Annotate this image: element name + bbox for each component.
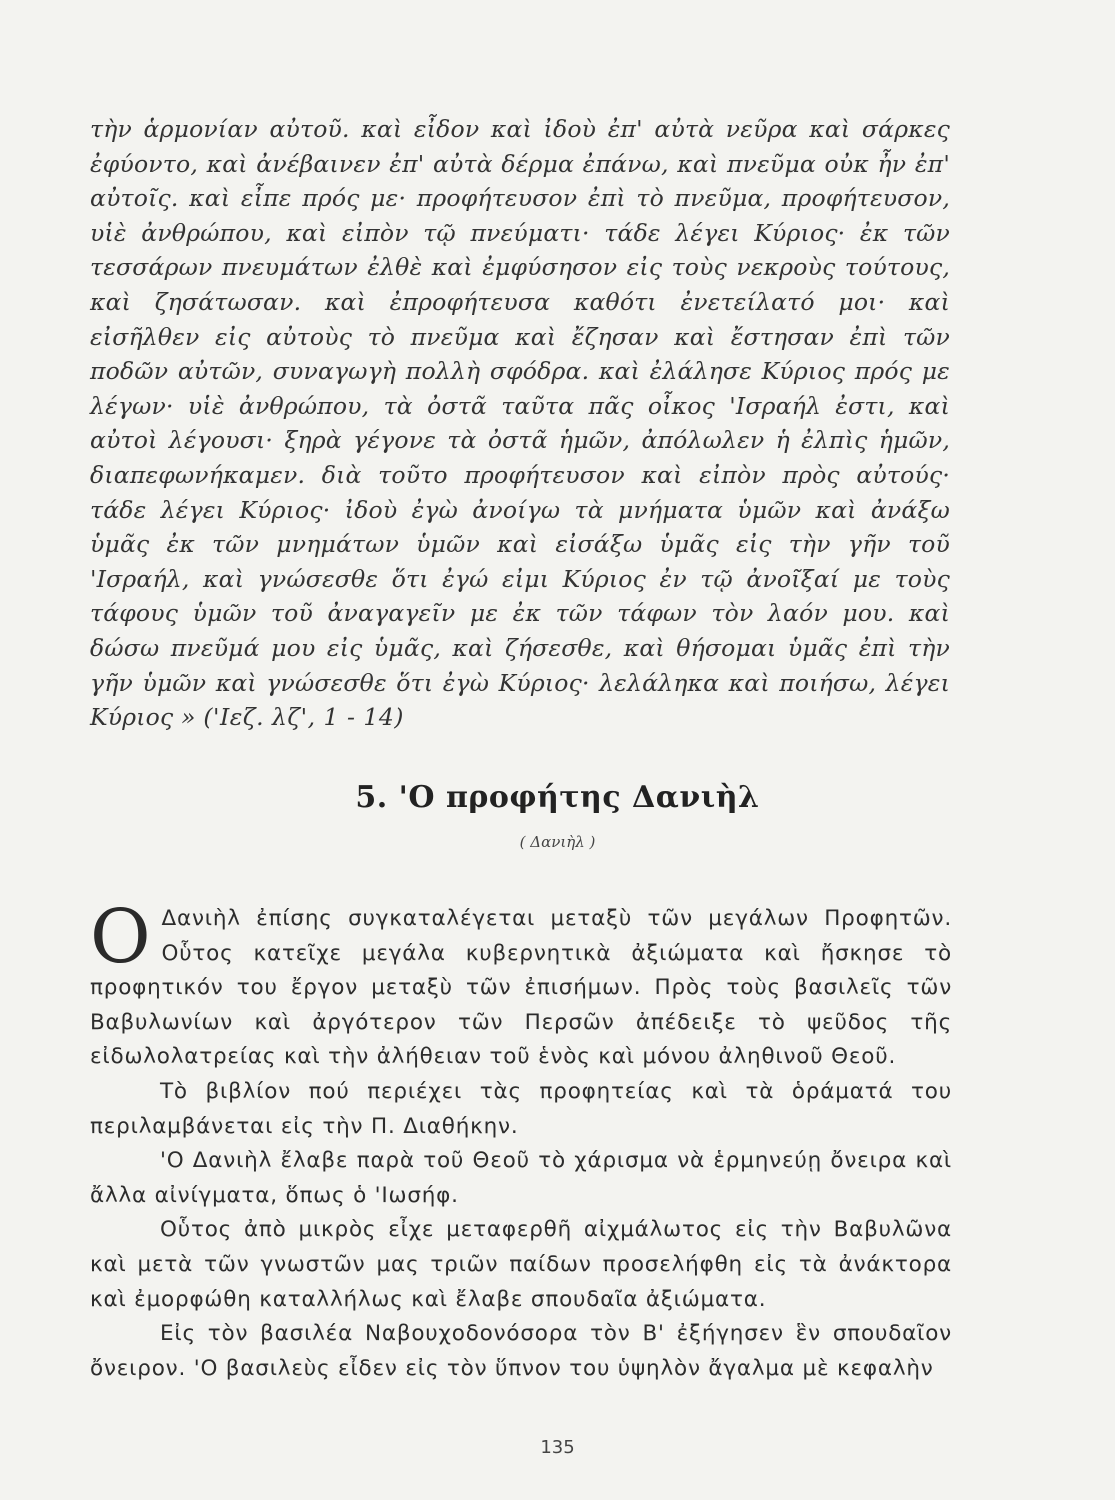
paragraph-intro xyxy=(90,894,952,1075)
quote-text: τὴν ἁρμονίαν αὐτοῦ. καὶ εἶδον καὶ ἰδοὺ ἐπ' αὐτὰ νεῦρα καὶ σάρκες ἐφύοντο, καὶ ἀνέβαινεν ἐπ' αὐτὰ δέρμα ἐπάνω, καὶ πνεῦμα οὐκ ἦν ἐπ' αὐτοῖς. καὶ εἶπε πρός με· προφήτευσον ἐπὶ τὸ πνεῦμα, προφήτευσον, υἱὲ ἀνθρώπου, καὶ εἰπὸν τῷ πνεύματι· τάδε λέγει Κύριος· ἐκ τῶν τεσσάρων πνευμάτων ἐλθὲ καὶ ἐμφύσησον εἰς τοὺς νεκροὺς τούτους, καὶ ζησάτωσαν. καὶ ἐπροφήτευσα καθότι ἐνετείλατό μοι· καὶ εἰσῆλθεν εἰς αὐτοὺς τὸ πνεῦμα καὶ ἔζησαν καὶ ἔστησαν ἐπὶ τῶν ποδῶν αὐτῶν, συναγωγὴ πολλὴ σφόδρα. καὶ ἐλάλησε Κύριος πρός με λέγων· υἱὲ ἀνθρώπου, τὰ ὀστᾶ ταῦτα πᾶς οἶκος 'Ισραήλ ἐστι, καὶ αὐτοὶ λέγουσι· ξηρὰ γέγονε τὰ ὀστᾶ ἡμῶν, ἀπόλωλεν ἡ ἐλπὶς ἡμῶν, διαπεφωνήκαμεν. διὰ τοῦτο προφήτευσον καὶ εἰπὸν πρὸς αὐτούς· τάδε λέγει Κύριος· ἰδοὺ ἐγὼ ἀνοίγω τὰ μνήματα ὑμῶν καὶ ἀνάξω ὑμᾶς ἐκ τῶν μνημάτων ὑμῶν καὶ εἰσάξω ὑμᾶς εἰς τὴν γῆν τοῦ 'Ισραήλ, καὶ γνώσεσθε ὅτι ἐγώ εἰμι Κύριος ἐν τῷ ἀνοῖξαί με τοὺς τάφους ὑμῶν τοῦ ἀναγαγεῖν με ἐκ τῶν τάφων τὸν λαόν μου. καὶ δώσω πνεῦμά μου εἰς ὑμᾶς, καὶ ζήσεσθε, καὶ θήσομαι ὑμᾶς ἐπὶ τὴν γῆν ὑμῶν καὶ γνώσεσθε ὅτι ἐγὼ Κύριος· λελάληκα καὶ ποιήσω, λέγει Κύριος » xyxy=(90,115,950,732)
scripture-quote xyxy=(90,112,950,735)
paragraph-1-text: Δανιὴλ ἐπίσης συγκαταλέγεται μεταξὺ τῶν μεγάλων Προφητῶν. Οὗτος κατεῖχε μεγάλα κυβερνητικὰ ἀξιώματα καὶ ἤσκησε τὸ προφητικόν του ἔργον μεταξὺ τῶν ἐπισήμων. Πρὸς τοὺς βασιλεῖς τῶν Βαβυλωνίων καὶ ἀργότερον τῶν Περσῶν ἀπέδειξε τὸ ψεῦδος τῆς εἰδωλολατρείας καὶ τὴν ἀλήθειαν τοῦ ἑνὸς καὶ μόνου ἀληθινοῦ Θεοῦ. xyxy=(90,906,952,1070)
paragraph-2: Τὸ βιβλίον πού περιέχει τὰς προφητείας καὶ τὰ ὁράματά του περιλαμβάνεται εἰς τὴν Π. Διαθήκην. xyxy=(90,1078,952,1139)
page-number: 135 xyxy=(540,1437,575,1458)
paragraph-5: Εἰς τὸν βασιλέα Ναβουχοδονόσορα τὸν Β' ἐξήγησεν ἓν σπουδαῖον ὄνειρον. 'Ο βασιλεὺς εἶδεν εἰς τὸν ὕπνον του ὑψηλὸν ἄγαλμα μὲ κεφαλὴν xyxy=(90,1321,952,1381)
section-title: 5. 'Ο προφήτης Δανιὴλ xyxy=(355,780,760,815)
quote-reference: ('Ιεζ. λζ', 1 - 14) xyxy=(203,703,404,732)
paragraph-4: Οὗτος ἀπὸ μικρὸς εἶχε μεταφερθῆ αἰχμάλωτος εἰς τὴν Βαβυλῶνα καὶ μετὰ τῶν γνωστῶν μας τριῶν παίδων προσελήφθη εἰς τὰ ἀνάκτορα καὶ ἐμορφώθη καταλλήλως καὶ ἔλαβε σπουδαῖα ἀξιώματα. xyxy=(90,1217,952,1312)
drop-cap: Ο xyxy=(90,894,152,980)
paragraph-3: 'Ο Δανιὴλ ἔλαβε παρὰ τοῦ Θεοῦ τὸ χάρισμα νὰ ἑρμηνεύῃ ὄνειρα καὶ ἄλλα αἰνίγματα, ὅπως ὁ 'Ιωσήφ. xyxy=(90,1148,952,1208)
chapter-body xyxy=(90,894,952,1386)
section-subtitle: ( Δανιὴλ ) xyxy=(519,833,596,851)
